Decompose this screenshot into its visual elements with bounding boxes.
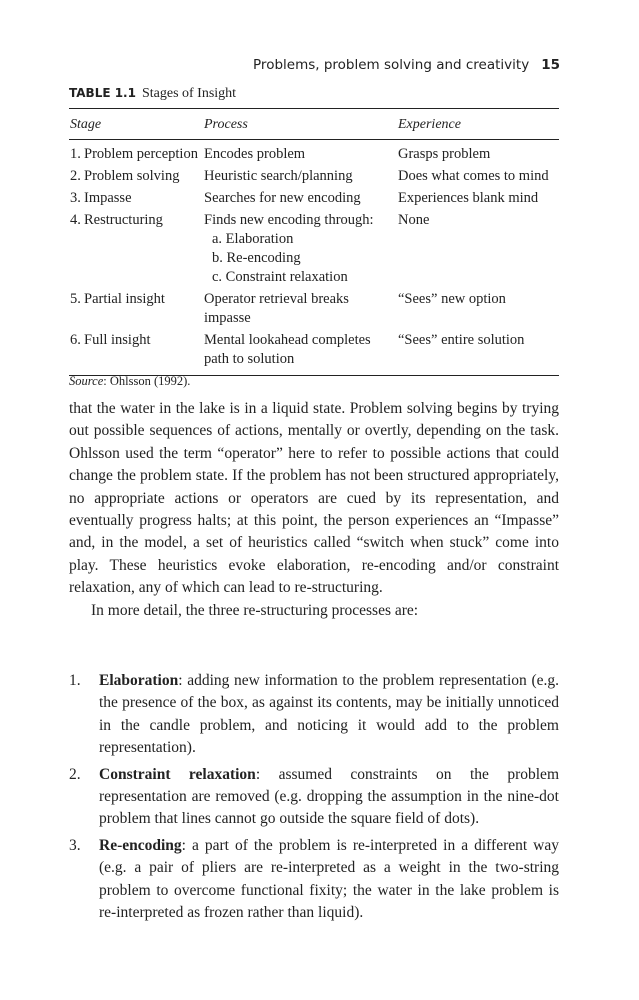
process-subitem: b. Re-encoding	[212, 250, 301, 266]
experience-cell: Grasps problem	[398, 146, 491, 162]
stage-number: 2.	[70, 168, 81, 184]
stage-name: Restructuring	[84, 212, 163, 228]
list-number: 1.	[69, 672, 81, 689]
process-text: Mental lookahead completes path to solution	[204, 332, 371, 367]
list-number: 2.	[69, 765, 81, 783]
running-head-title: Problems, problem solving and creativity	[253, 57, 530, 73]
table-row	[69, 189, 559, 208]
source-label: Source	[69, 374, 104, 388]
list-term: Constraint relaxation	[99, 765, 256, 783]
process-subitem: a. Elaboration	[212, 231, 294, 247]
source-text: : Ohlsson (1992).	[103, 374, 191, 388]
stage-cell	[69, 331, 204, 369]
list-description: : a part of the problem is re-interpreted in a different way (e.g. a pair of pliers are re-interpreted as a weight in the two-string problem to overcome functional fixity; the water in the lake problem is re-interpreted as frozen rather than liquid).	[99, 836, 559, 922]
process-subitem: c. Constraint relaxation	[212, 269, 348, 285]
list-item	[69, 764, 559, 831]
body-text	[69, 398, 559, 622]
process-cell	[204, 189, 398, 208]
table-source	[69, 374, 190, 389]
paragraph: that the water in the lake is in a liquid state. Problem solving begins by trying out possible sequences of actions, mentally or overtly, depending on the task. Ohlsson used the term “operator” here to refer to possible actions that could change the problem state. If the problem has not been structured appropriately, no appropriate actions or operators are cued by its representation, and eventually progress halts; at this point, the person experiences an “Impasse” and, in the model, a set of heuristics called “switch when stuck” come into play. These heuristics evoke elaboration, re-encoding and/or constraint relaxation, any of which can lead to re-structuring.	[69, 400, 559, 597]
header-process: Process	[204, 117, 248, 132]
list-term: Elaboration	[99, 672, 179, 689]
process-text: Heuristic search/planning	[204, 168, 353, 184]
process-text: Searches for new encoding	[204, 190, 361, 206]
table-body	[69, 140, 559, 375]
list-text	[99, 670, 559, 760]
stages-table	[69, 108, 559, 376]
stage-number: 4.	[70, 212, 81, 228]
experience-cell: Experiences blank mind	[398, 190, 539, 206]
process-cell	[204, 145, 398, 164]
page-number: 15	[541, 57, 560, 73]
paragraph: In more detail, the three re-structuring processes are:	[91, 601, 419, 619]
table-row	[69, 145, 559, 164]
process-text: Finds new encoding through:	[204, 212, 374, 228]
stage-cell	[69, 211, 204, 287]
list-number: 3.	[69, 836, 81, 854]
stage-cell	[69, 290, 204, 328]
running-head	[253, 57, 560, 73]
list-item	[69, 835, 559, 925]
stage-number: 6.	[70, 332, 81, 348]
table-header-row	[69, 109, 559, 139]
table-row	[69, 331, 559, 369]
stage-name: Impasse	[84, 190, 132, 206]
list-description: : assumed constraints on the problem representation are removed (e.g. dropping the assumption in the nine-dot problem that lines cannot go outside the square field of dots).	[99, 765, 559, 828]
process-text: Operator retrieval breaks impasse	[204, 291, 349, 326]
table-row	[69, 167, 559, 186]
process-text: Encodes problem	[204, 146, 306, 162]
table-caption	[69, 86, 236, 102]
process-cell	[204, 290, 398, 328]
stage-cell	[69, 189, 204, 208]
table-row	[69, 211, 559, 287]
table-row	[69, 290, 559, 328]
list-item	[69, 670, 559, 760]
process-cell	[204, 211, 398, 287]
stage-name: Full insight	[84, 332, 151, 348]
header-stage: Stage	[70, 117, 102, 132]
header-experience: Experience	[398, 117, 461, 132]
process-cell	[204, 331, 398, 369]
stage-number: 5.	[70, 291, 81, 307]
list-term: Re-encoding	[99, 836, 182, 854]
list-description: : adding new information to the problem representation (e.g. the presence of the box, as against its contents, may be initially unnoticed in the candle problem, and noticing it would add to the problem representation).	[99, 672, 559, 757]
stage-name: Problem perception	[84, 146, 198, 162]
stage-name: Partial insight	[84, 291, 165, 307]
stage-cell	[69, 167, 204, 186]
stage-number: 1.	[70, 146, 81, 162]
table-label: TABLE 1.1	[69, 86, 136, 100]
list-text	[99, 764, 559, 831]
experience-cell: Does what comes to mind	[398, 168, 549, 184]
list-text	[99, 835, 559, 925]
experience-cell: “Sees” entire solution	[398, 332, 525, 348]
experience-cell: None	[398, 212, 430, 228]
experience-cell: “Sees” new option	[398, 291, 506, 307]
restructuring-list	[69, 670, 559, 928]
stage-cell	[69, 145, 204, 164]
process-cell	[204, 167, 398, 186]
stage-name: Problem solving	[84, 168, 180, 184]
table-caption-text: Stages of Insight	[141, 86, 237, 101]
stage-number: 3.	[70, 190, 81, 206]
